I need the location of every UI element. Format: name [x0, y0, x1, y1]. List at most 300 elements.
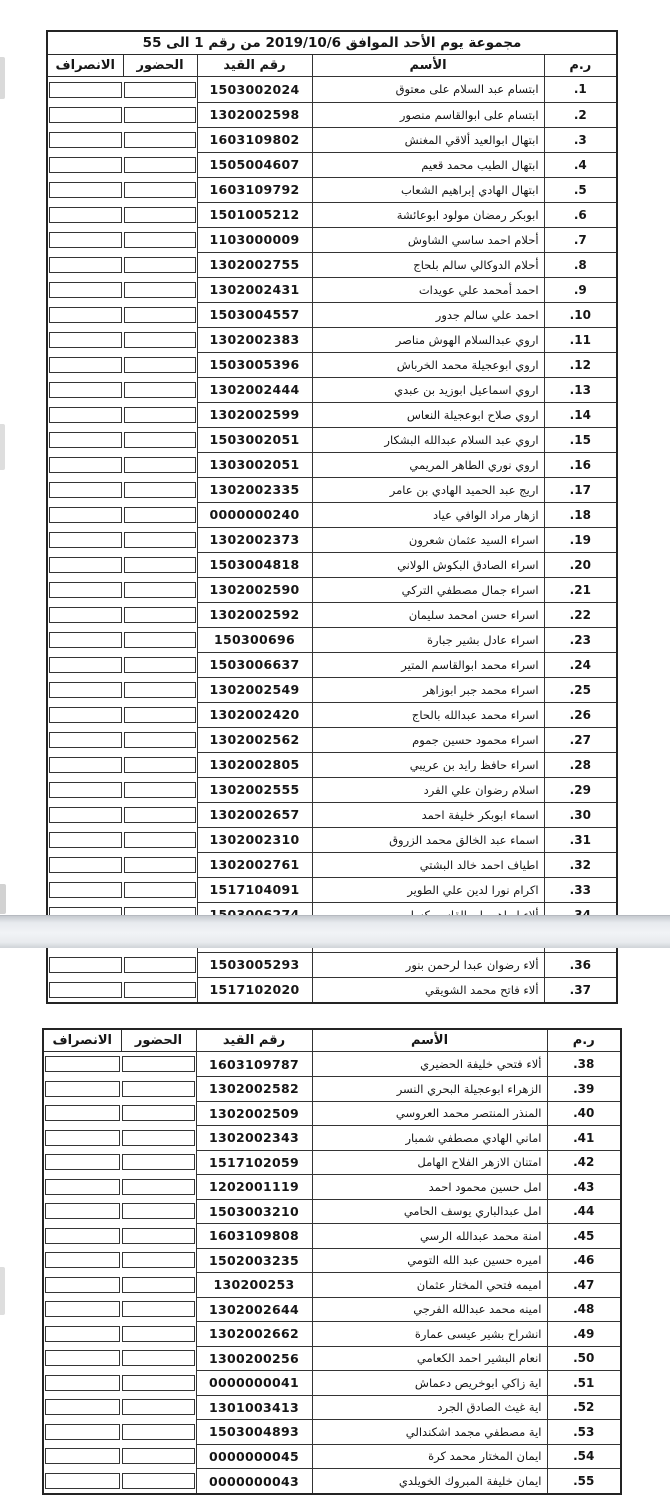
serial-cell: 42. [547, 1150, 621, 1175]
attendance-cell [123, 527, 197, 552]
name-cell: اروي صلاح ابوعجيلة النعاس [312, 402, 544, 427]
attendance-cell [121, 1077, 196, 1102]
departure-empty-box [49, 607, 122, 623]
attendance-empty-box [122, 1424, 195, 1440]
attendance-empty-box [124, 657, 196, 673]
departure-empty-box [49, 857, 122, 873]
name-cell: امل حسين محمود احمد [312, 1175, 547, 1200]
serial-cell: 54. [547, 1444, 621, 1469]
attendance-cell [123, 127, 197, 152]
table-row [47, 277, 617, 302]
departure-cell [43, 1273, 121, 1298]
departure-empty-box [45, 1277, 120, 1293]
departure-cell [47, 177, 123, 202]
attendance-cell [121, 1224, 196, 1249]
column-header-reg-no: رقم القيد [196, 1029, 312, 1052]
departure-empty-box [49, 732, 122, 748]
table-row [43, 1175, 621, 1200]
serial-cell: 52. [547, 1395, 621, 1420]
table-row [47, 377, 617, 402]
attendance-cell [123, 702, 197, 727]
departure-empty-box [45, 1448, 120, 1464]
departure-empty-box [45, 1228, 120, 1244]
departure-empty-box [49, 532, 122, 548]
reg-no-cell: 1503006637 [197, 652, 312, 677]
departure-cell [47, 702, 123, 727]
attendance-empty-box [122, 1130, 195, 1146]
serial-cell: 36. [544, 952, 617, 977]
departure-cell [47, 777, 123, 802]
name-cell: اطياف احمد خالد البشتي [312, 852, 544, 877]
serial-cell: 6. [544, 202, 617, 227]
departure-empty-box [45, 1081, 120, 1097]
serial-cell: 10. [544, 302, 617, 327]
scan-edge-artifact [0, 1267, 5, 1315]
reg-no-cell: 1503004557 [197, 302, 312, 327]
attendance-empty-box [124, 857, 196, 873]
departure-empty-box [49, 482, 122, 498]
departure-cell [43, 1297, 121, 1322]
attendance-empty-box [124, 807, 196, 823]
reg-no-cell: 1603109792 [197, 177, 312, 202]
attendance-empty-box [124, 457, 196, 473]
serial-cell: 46. [547, 1248, 621, 1273]
departure-empty-box [49, 257, 122, 273]
serial-cell: 33. [544, 877, 617, 902]
table-row [47, 252, 617, 277]
serial-cell: 45. [547, 1224, 621, 1249]
attendance-cell [123, 427, 197, 452]
serial-cell: 5. [544, 177, 617, 202]
attendance-cell [121, 1395, 196, 1420]
attendance-empty-box [122, 1105, 195, 1121]
reg-no-cell: 1302002599 [197, 402, 312, 427]
attendance-cell [123, 352, 197, 377]
reg-no-cell: 1505004607 [197, 152, 312, 177]
attendance-cell [121, 1297, 196, 1322]
attendance-empty-box [124, 232, 196, 248]
attendance-empty-box [122, 1399, 195, 1415]
name-cell: اميمه فتحي المختار عثمان [312, 1273, 547, 1298]
attendance-cell [123, 727, 197, 752]
attendance-table-page-1 [46, 30, 618, 1004]
serial-cell: 31. [544, 827, 617, 852]
reg-no-cell: 1501005212 [197, 202, 312, 227]
departure-cell [47, 852, 123, 877]
reg-no-cell: 1517102059 [196, 1150, 312, 1175]
departure-empty-box [45, 1056, 120, 1072]
serial-cell: 13. [544, 377, 617, 402]
serial-cell: 8. [544, 252, 617, 277]
serial-cell: 41. [547, 1126, 621, 1151]
attendance-cell [123, 377, 197, 402]
departure-empty-box [45, 1105, 120, 1121]
departure-cell [47, 952, 123, 977]
attendance-empty-box [124, 382, 196, 398]
name-cell: امنة محمد عبدالله الرسي [312, 1224, 547, 1249]
departure-empty-box [45, 1203, 120, 1219]
name-cell: امينه محمد عبدالله الفرجي [312, 1297, 547, 1322]
table-row [47, 502, 617, 527]
serial-cell: 1. [544, 77, 617, 103]
name-cell: اروي نوري الطاهر المريمي [312, 452, 544, 477]
name-cell: ألاء رضوان عبدا لرحمن بنور [312, 952, 544, 977]
name-cell: أحلام احمد ساسي الشاوش [312, 227, 544, 252]
reg-no-cell: 1302002420 [197, 702, 312, 727]
name-cell: اروي عبد السلام عبدالله البشكار [312, 427, 544, 452]
reg-no-cell: 1502003235 [196, 1248, 312, 1273]
attendance-empty-box [122, 1277, 195, 1293]
serial-cell: 44. [547, 1199, 621, 1224]
table-title-row [47, 31, 617, 55]
name-cell: ازهار مراد الوافي عياد [312, 502, 544, 527]
attendance-cell [121, 1273, 196, 1298]
column-header-name: الأسم [312, 55, 544, 77]
departure-empty-box [49, 982, 122, 998]
serial-cell: 48. [547, 1297, 621, 1322]
departure-empty-box [49, 832, 122, 848]
serial-cell: 27. [544, 727, 617, 752]
name-cell: اية غيث الصادق الجرد [312, 1395, 547, 1420]
name-cell: اكرام نورا لدين علي الطوير [312, 877, 544, 902]
attendance-empty-box [124, 182, 196, 198]
departure-cell [43, 1248, 121, 1273]
departure-cell [47, 477, 123, 502]
table-title: مجموعة يوم الأحد الموافق 2019/10/6 من رقم 1 الى 55 [47, 31, 617, 55]
reg-no-cell: 1302002755 [197, 252, 312, 277]
name-cell: امتنان الازهر الفلاح الهامل [312, 1150, 547, 1175]
departure-empty-box [49, 557, 122, 573]
attendance-cell [123, 627, 197, 652]
table-row [47, 352, 617, 377]
reg-no-cell: 1302002598 [197, 102, 312, 127]
serial-cell: 14. [544, 402, 617, 427]
departure-cell [47, 452, 123, 477]
attendance-empty-box [124, 607, 196, 623]
attendance-cell [123, 677, 197, 702]
reg-no-cell: 1603109787 [196, 1052, 312, 1077]
name-cell: المنذر المنتصر محمد العروسي [312, 1101, 547, 1126]
name-cell: اروي اسماعيل ابوزيد بن عبدي [312, 377, 544, 402]
attendance-cell [123, 852, 197, 877]
attendance-empty-box [124, 357, 196, 373]
departure-cell [43, 1444, 121, 1469]
table-row [47, 477, 617, 502]
attendance-empty-box [124, 732, 196, 748]
attendance-empty-box [124, 207, 196, 223]
departure-empty-box [49, 882, 122, 898]
attendance-cell [123, 402, 197, 427]
attendance-empty-box [124, 257, 196, 273]
departure-cell [43, 1322, 121, 1347]
reg-no-cell: 1603109802 [197, 127, 312, 152]
name-cell: اسراء الصادق البكوش الولاني [312, 552, 544, 577]
departure-cell [43, 1101, 121, 1126]
attendance-cell [123, 502, 197, 527]
attendance-empty-box [122, 1081, 195, 1097]
name-cell: ابتهال الهادي إبراهيم الشعاب [312, 177, 544, 202]
name-cell: ابتسام عبد السلام على معتوق [312, 77, 544, 103]
reg-no-cell: 1302002335 [197, 477, 312, 502]
table-row [43, 1126, 621, 1151]
reg-no-cell: 0000000041 [196, 1371, 312, 1396]
departure-empty-box [49, 382, 122, 398]
departure-empty-box [45, 1375, 120, 1391]
attendance-cell [123, 252, 197, 277]
attendance-cell [123, 452, 197, 477]
departure-cell [47, 402, 123, 427]
attendance-empty-box [124, 82, 196, 98]
reg-no-cell: 1603109808 [196, 1224, 312, 1249]
departure-empty-box [49, 682, 122, 698]
serial-cell: 19. [544, 527, 617, 552]
attendance-empty-box [124, 557, 196, 573]
departure-empty-box [49, 507, 122, 523]
name-cell: اروي ابوعجيلة محمد الخرباش [312, 352, 544, 377]
table-row [47, 752, 617, 777]
attendance-empty-box [124, 632, 196, 648]
name-cell: احمد علي سالم جدور [312, 302, 544, 327]
reg-no-cell: 1503002024 [197, 77, 312, 103]
name-cell: اروي عبدالسلام الهوش مناصر [312, 327, 544, 352]
column-header-serial: ر.م [544, 55, 617, 77]
attendance-cell [121, 1052, 196, 1077]
reg-no-cell: 130200253 [196, 1273, 312, 1298]
table-header-row [47, 55, 617, 77]
departure-cell [43, 1469, 121, 1495]
attendance-cell [121, 1199, 196, 1224]
departure-empty-box [49, 132, 122, 148]
departure-cell [47, 552, 123, 577]
name-cell: اسراء حافظ رايد بن عريبي [312, 752, 544, 777]
reg-no-cell: 1302002562 [197, 727, 312, 752]
departure-cell [43, 1052, 121, 1077]
attendance-empty-box [124, 432, 196, 448]
attendance-empty-box [124, 757, 196, 773]
departure-cell [47, 302, 123, 327]
table-row [47, 302, 617, 327]
serial-cell: 9. [544, 277, 617, 302]
departure-empty-box [45, 1399, 120, 1415]
departure-empty-box [49, 332, 122, 348]
table-row [47, 77, 617, 103]
departure-cell [47, 527, 123, 552]
departure-empty-box [49, 582, 122, 598]
name-cell: ابوبكر رمضان مولود ابوعائشة [312, 202, 544, 227]
name-cell: اية زاكي ابوخريص دعماش [312, 1371, 547, 1396]
reg-no-cell: 1302002373 [197, 527, 312, 552]
serial-cell: 55. [547, 1469, 621, 1495]
departure-empty-box [49, 157, 122, 173]
serial-cell: 28. [544, 752, 617, 777]
table-row [43, 1371, 621, 1396]
reg-no-cell: 1302002805 [197, 752, 312, 777]
table-row [47, 202, 617, 227]
reg-no-cell: 0000000043 [196, 1469, 312, 1495]
name-cell: اسراء محمد جبر ابوزاهر [312, 677, 544, 702]
reg-no-cell: 1503002051 [197, 427, 312, 452]
attendance-empty-box [122, 1473, 195, 1489]
column-header-name: الأسم [312, 1029, 547, 1052]
reg-no-cell: 1503005293 [197, 952, 312, 977]
serial-cell: 12. [544, 352, 617, 377]
reg-no-cell: 1301003413 [196, 1395, 312, 1420]
attendance-cell [123, 102, 197, 127]
departure-cell [47, 127, 123, 152]
serial-cell: 16. [544, 452, 617, 477]
name-cell: اسراء محمود حسين جموم [312, 727, 544, 752]
attendance-cell [123, 777, 197, 802]
table-row [43, 1444, 621, 1469]
departure-empty-box [45, 1473, 120, 1489]
name-cell: الزهراء ابوعجيلة البحري النسر [312, 1077, 547, 1102]
attendance-empty-box [122, 1179, 195, 1195]
reg-no-cell: 1503005396 [197, 352, 312, 377]
departure-cell [43, 1199, 121, 1224]
name-cell: انعام البشير احمد الكعامي [312, 1346, 547, 1371]
departure-empty-box [49, 757, 122, 773]
attendance-cell [123, 177, 197, 202]
table-row [43, 1322, 621, 1347]
reg-no-cell: 1300200256 [196, 1346, 312, 1371]
departure-empty-box [49, 457, 122, 473]
departure-cell [43, 1420, 121, 1445]
table-row [43, 1395, 621, 1420]
name-cell: ابتهال ابوالعيد ألاقي المغنش [312, 127, 544, 152]
table-row [47, 427, 617, 452]
serial-cell: 4. [544, 152, 617, 177]
attendance-cell [121, 1150, 196, 1175]
attendance-empty-box [122, 1326, 195, 1342]
departure-empty-box [49, 407, 122, 423]
reg-no-cell: 1302002549 [197, 677, 312, 702]
table-row [43, 1052, 621, 1077]
table-row [43, 1199, 621, 1224]
attendance-cell [121, 1371, 196, 1396]
departure-empty-box [49, 657, 122, 673]
serial-cell: 37. [544, 977, 617, 1003]
departure-empty-box [49, 182, 122, 198]
attendance-cell [121, 1444, 196, 1469]
name-cell: اسلام رضوان علي الفرد [312, 777, 544, 802]
table-row [47, 152, 617, 177]
departure-cell [47, 577, 123, 602]
attendance-cell [123, 602, 197, 627]
attendance-empty-box [124, 132, 196, 148]
attendance-empty-box [124, 407, 196, 423]
serial-cell: 3. [544, 127, 617, 152]
attendance-empty-box [124, 982, 196, 998]
attendance-empty-box [124, 882, 196, 898]
reg-no-cell: 1302002644 [196, 1297, 312, 1322]
serial-cell: 11. [544, 327, 617, 352]
reg-no-cell: 1302002431 [197, 277, 312, 302]
serial-cell: 38. [547, 1052, 621, 1077]
serial-cell: 47. [547, 1273, 621, 1298]
attendance-cell [123, 227, 197, 252]
departure-empty-box [49, 632, 122, 648]
attendance-cell [121, 1175, 196, 1200]
departure-cell [47, 652, 123, 677]
reg-no-cell: 1503004893 [196, 1420, 312, 1445]
departure-empty-box [45, 1154, 120, 1170]
departure-empty-box [49, 707, 122, 723]
departure-empty-box [45, 1301, 120, 1317]
departure-empty-box [49, 107, 122, 123]
attendance-empty-box [122, 1350, 195, 1366]
table-row [47, 702, 617, 727]
attendance-empty-box [122, 1375, 195, 1391]
serial-cell: 43. [547, 1175, 621, 1200]
table-row [47, 227, 617, 252]
name-cell: أحلام الدوكالي سالم بلحاج [312, 252, 544, 277]
name-cell: اية مصطفي مجمد اشكندالي [312, 1420, 547, 1445]
attendance-empty-box [122, 1056, 195, 1072]
departure-cell [47, 102, 123, 127]
departure-cell [47, 977, 123, 1003]
departure-cell [43, 1371, 121, 1396]
attendance-empty-box [124, 782, 196, 798]
serial-cell: 18. [544, 502, 617, 527]
serial-cell: 53. [547, 1420, 621, 1445]
column-header-departure: الانصراف [47, 55, 123, 77]
attendance-empty-box [122, 1228, 195, 1244]
serial-cell: 20. [544, 552, 617, 577]
attendance-cell [123, 302, 197, 327]
attendance-empty-box [122, 1252, 195, 1268]
table-row [47, 577, 617, 602]
attendance-cell [121, 1248, 196, 1273]
attendance-cell [123, 277, 197, 302]
departure-empty-box [49, 432, 122, 448]
serial-cell: 39. [547, 1077, 621, 1102]
reg-no-cell: 1302002662 [196, 1322, 312, 1347]
attendance-cell [123, 952, 197, 977]
departure-empty-box [49, 357, 122, 373]
name-cell: اسماء عبد الخالق محمد الزروق [312, 827, 544, 852]
name-cell: ابتسام على ابوالقاسم منصور [312, 102, 544, 127]
reg-no-cell: 1302002310 [197, 827, 312, 852]
column-header-attendance: الحضور [121, 1029, 196, 1052]
attendance-empty-box [124, 832, 196, 848]
attendance-table-page-2 [42, 1028, 622, 1495]
departure-empty-box [49, 232, 122, 248]
serial-cell: 30. [544, 802, 617, 827]
reg-no-cell: 1302002590 [197, 577, 312, 602]
departure-cell [47, 677, 123, 702]
table-row [47, 677, 617, 702]
departure-cell [43, 1126, 121, 1151]
table-row [47, 552, 617, 577]
attendance-cell [123, 202, 197, 227]
table-row [47, 952, 617, 977]
name-cell: اميره حسين عبد الله التومي [312, 1248, 547, 1273]
attendance-cell [123, 327, 197, 352]
attendance-empty-box [124, 507, 196, 523]
departure-cell [47, 752, 123, 777]
attendance-empty-box [124, 707, 196, 723]
attendance-empty-box [122, 1301, 195, 1317]
attendance-cell [121, 1101, 196, 1126]
attendance-cell [123, 652, 197, 677]
table-row [47, 177, 617, 202]
table-row [47, 102, 617, 127]
attendance-cell [123, 152, 197, 177]
departure-cell [47, 602, 123, 627]
departure-empty-box [49, 957, 122, 973]
table-row [47, 852, 617, 877]
scan-edge-artifact [0, 424, 5, 470]
